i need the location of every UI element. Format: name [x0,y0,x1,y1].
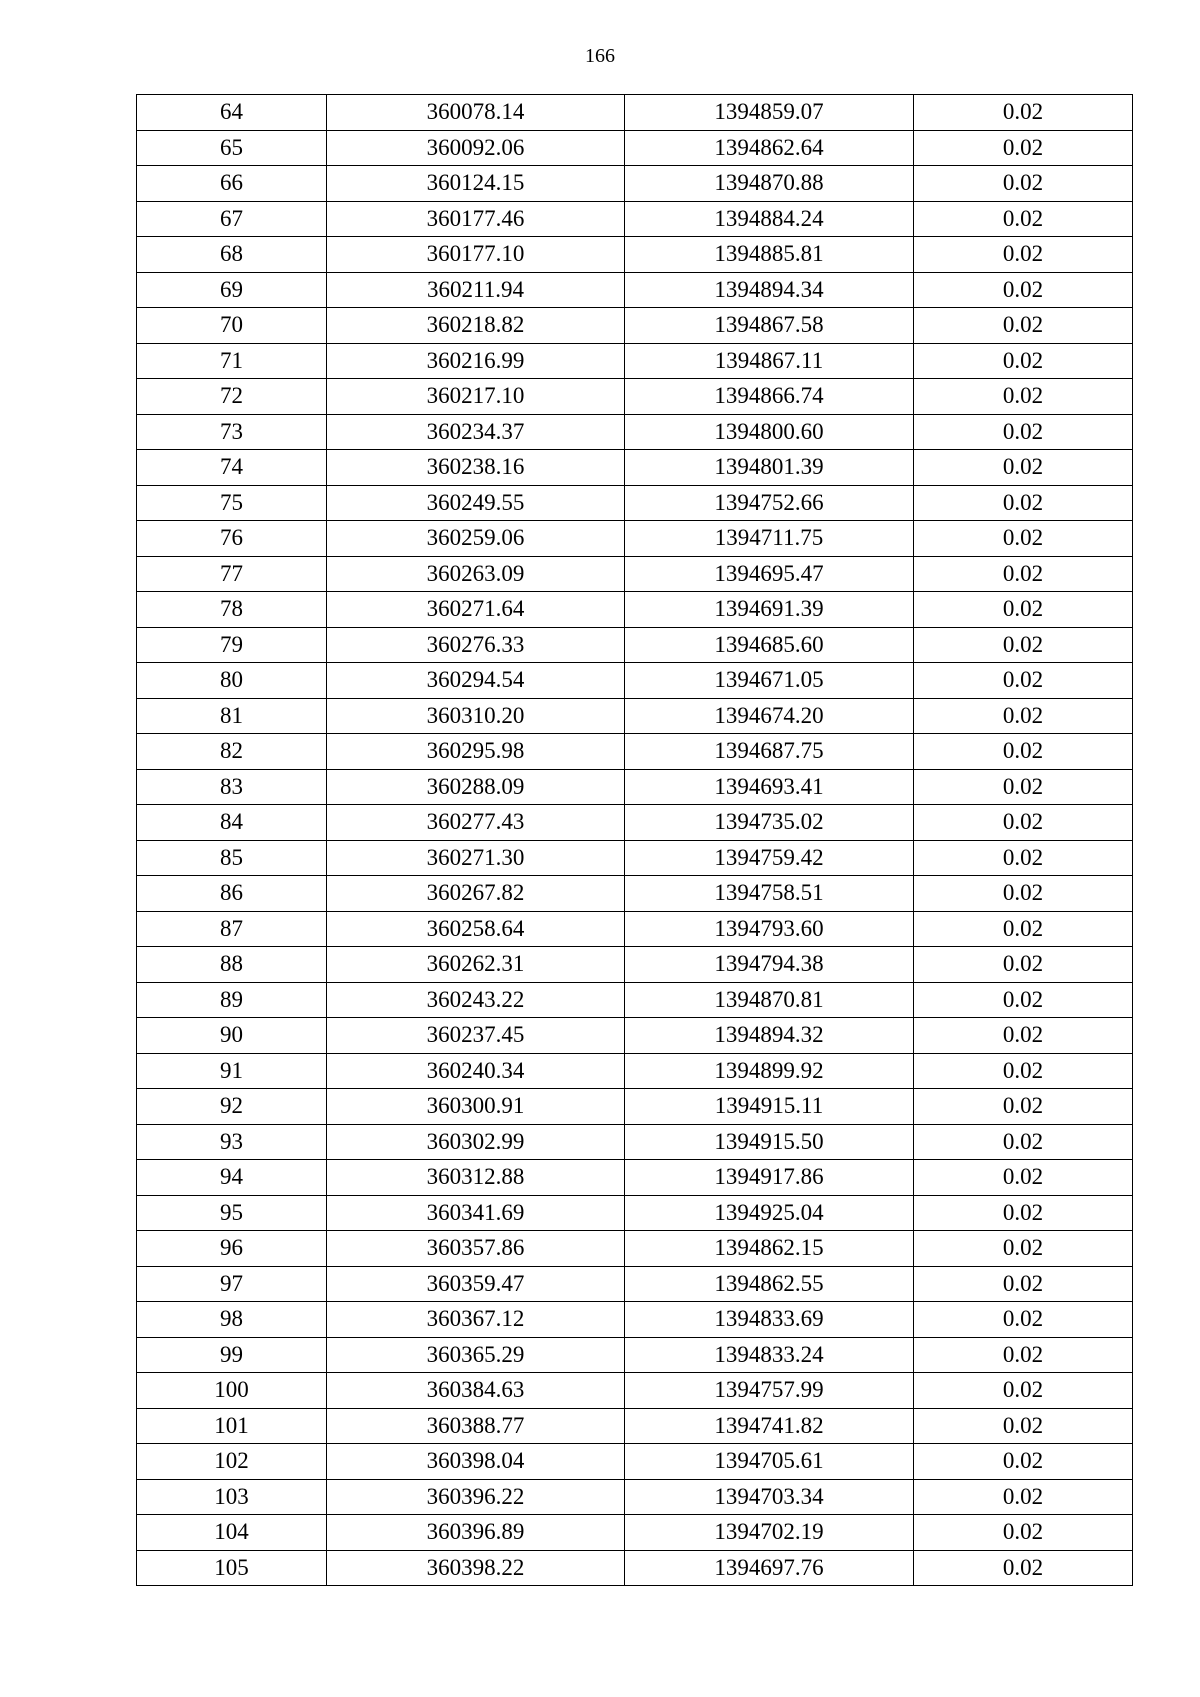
point-number-cell: 100 [137,1373,327,1409]
table-row [137,805,1133,841]
table-row [137,1444,1133,1480]
point-number-cell: 84 [137,805,327,841]
x-coordinate-cell: 360367.12 [327,1302,625,1338]
error-value-cell: 0.02 [914,840,1133,876]
x-coordinate-cell: 360288.09 [327,769,625,805]
table-row [137,982,1133,1018]
y-coordinate-cell: 1394711.75 [625,521,914,557]
y-coordinate-cell: 1394899.92 [625,1053,914,1089]
error-value-cell: 0.02 [914,982,1133,1018]
x-coordinate-cell: 360237.45 [327,1018,625,1054]
y-coordinate-cell: 1394671.05 [625,663,914,699]
table-row [137,769,1133,805]
point-number-cell: 102 [137,1444,327,1480]
x-coordinate-cell: 360217.10 [327,379,625,415]
x-coordinate-cell: 360359.47 [327,1266,625,1302]
error-value-cell: 0.02 [914,166,1133,202]
error-value-cell: 0.02 [914,947,1133,983]
x-coordinate-cell: 360092.06 [327,130,625,166]
x-coordinate-cell: 360262.31 [327,947,625,983]
y-coordinate-cell: 1394917.86 [625,1160,914,1196]
y-coordinate-cell: 1394703.34 [625,1479,914,1515]
error-value-cell: 0.02 [914,556,1133,592]
table-row [137,876,1133,912]
point-number-cell: 105 [137,1550,327,1586]
error-value-cell: 0.02 [914,592,1133,628]
error-value-cell: 0.02 [914,237,1133,273]
table-row [137,379,1133,415]
error-value-cell: 0.02 [914,663,1133,699]
point-number-cell: 91 [137,1053,327,1089]
point-number-cell: 101 [137,1408,327,1444]
point-number-cell: 94 [137,1160,327,1196]
coordinates-table [136,94,1133,1586]
point-number-cell: 96 [137,1231,327,1267]
table-row [137,911,1133,947]
table-row [137,166,1133,202]
y-coordinate-cell: 1394884.24 [625,201,914,237]
y-coordinate-cell: 1394859.07 [625,95,914,131]
x-coordinate-cell: 360240.34 [327,1053,625,1089]
error-value-cell: 0.02 [914,627,1133,663]
point-number-cell: 73 [137,414,327,450]
error-value-cell: 0.02 [914,698,1133,734]
point-number-cell: 75 [137,485,327,521]
point-number-cell: 87 [137,911,327,947]
error-value-cell: 0.02 [914,521,1133,557]
point-number-cell: 72 [137,379,327,415]
y-coordinate-cell: 1394758.51 [625,876,914,912]
y-coordinate-cell: 1394702.19 [625,1515,914,1551]
point-number-cell: 66 [137,166,327,202]
y-coordinate-cell: 1394894.32 [625,1018,914,1054]
point-number-cell: 86 [137,876,327,912]
table-row [137,1337,1133,1373]
point-number-cell: 70 [137,308,327,344]
point-number-cell: 104 [137,1515,327,1551]
y-coordinate-cell: 1394793.60 [625,911,914,947]
y-coordinate-cell: 1394862.55 [625,1266,914,1302]
point-number-cell: 78 [137,592,327,628]
table-row [137,1053,1133,1089]
y-coordinate-cell: 1394759.42 [625,840,914,876]
table-row [137,272,1133,308]
x-coordinate-cell: 360300.91 [327,1089,625,1125]
y-coordinate-cell: 1394915.11 [625,1089,914,1125]
x-coordinate-cell: 360243.22 [327,982,625,1018]
y-coordinate-cell: 1394693.41 [625,769,914,805]
error-value-cell: 0.02 [914,1018,1133,1054]
error-value-cell: 0.02 [914,1373,1133,1409]
error-value-cell: 0.02 [914,485,1133,521]
x-coordinate-cell: 360276.33 [327,627,625,663]
table-row [137,556,1133,592]
x-coordinate-cell: 360295.98 [327,734,625,770]
y-coordinate-cell: 1394674.20 [625,698,914,734]
point-number-cell: 93 [137,1124,327,1160]
error-value-cell: 0.02 [914,272,1133,308]
error-value-cell: 0.02 [914,1302,1133,1338]
x-coordinate-cell: 360302.99 [327,1124,625,1160]
y-coordinate-cell: 1394870.81 [625,982,914,1018]
point-number-cell: 99 [137,1337,327,1373]
x-coordinate-cell: 360238.16 [327,450,625,486]
x-coordinate-cell: 360218.82 [327,308,625,344]
y-coordinate-cell: 1394735.02 [625,805,914,841]
y-coordinate-cell: 1394757.99 [625,1373,914,1409]
error-value-cell: 0.02 [914,1408,1133,1444]
table-row [137,95,1133,131]
x-coordinate-cell: 360396.22 [327,1479,625,1515]
error-value-cell: 0.02 [914,95,1133,131]
x-coordinate-cell: 360078.14 [327,95,625,131]
x-coordinate-cell: 360277.43 [327,805,625,841]
x-coordinate-cell: 360267.82 [327,876,625,912]
error-value-cell: 0.02 [914,1089,1133,1125]
error-value-cell: 0.02 [914,1479,1133,1515]
error-value-cell: 0.02 [914,805,1133,841]
y-coordinate-cell: 1394687.75 [625,734,914,770]
error-value-cell: 0.02 [914,1160,1133,1196]
x-coordinate-cell: 360312.88 [327,1160,625,1196]
x-coordinate-cell: 360271.30 [327,840,625,876]
y-coordinate-cell: 1394866.74 [625,379,914,415]
table-row [137,947,1133,983]
error-value-cell: 0.02 [914,1053,1133,1089]
error-value-cell: 0.02 [914,414,1133,450]
error-value-cell: 0.02 [914,1195,1133,1231]
x-coordinate-cell: 360365.29 [327,1337,625,1373]
y-coordinate-cell: 1394752.66 [625,485,914,521]
point-number-cell: 90 [137,1018,327,1054]
y-coordinate-cell: 1394691.39 [625,592,914,628]
x-coordinate-cell: 360398.04 [327,1444,625,1480]
y-coordinate-cell: 1394925.04 [625,1195,914,1231]
table-body [137,95,1133,1586]
point-number-cell: 77 [137,556,327,592]
point-number-cell: 95 [137,1195,327,1231]
x-coordinate-cell: 360271.64 [327,592,625,628]
error-value-cell: 0.02 [914,769,1133,805]
x-coordinate-cell: 360234.37 [327,414,625,450]
table-row [137,698,1133,734]
error-value-cell: 0.02 [914,308,1133,344]
table-row [137,237,1133,273]
x-coordinate-cell: 360124.15 [327,166,625,202]
table-row [137,1515,1133,1551]
error-value-cell: 0.02 [914,876,1133,912]
table-row [137,414,1133,450]
table-row [137,1124,1133,1160]
x-coordinate-cell: 360249.55 [327,485,625,521]
table-row [137,130,1133,166]
table-row [137,840,1133,876]
x-coordinate-cell: 360259.06 [327,521,625,557]
table-row [137,1302,1133,1338]
x-coordinate-cell: 360177.10 [327,237,625,273]
error-value-cell: 0.02 [914,734,1133,770]
point-number-cell: 68 [137,237,327,273]
table-row [137,1089,1133,1125]
table-row [137,1231,1133,1267]
x-coordinate-cell: 360211.94 [327,272,625,308]
point-number-cell: 85 [137,840,327,876]
y-coordinate-cell: 1394695.47 [625,556,914,592]
point-number-cell: 92 [137,1089,327,1125]
point-number-cell: 82 [137,734,327,770]
table-row [137,734,1133,770]
x-coordinate-cell: 360396.89 [327,1515,625,1551]
error-value-cell: 0.02 [914,1550,1133,1586]
table-row [137,343,1133,379]
point-number-cell: 67 [137,201,327,237]
y-coordinate-cell: 1394862.64 [625,130,914,166]
y-coordinate-cell: 1394685.60 [625,627,914,663]
table-row [137,308,1133,344]
point-number-cell: 74 [137,450,327,486]
table-row [137,592,1133,628]
x-coordinate-cell: 360310.20 [327,698,625,734]
x-coordinate-cell: 360258.64 [327,911,625,947]
y-coordinate-cell: 1394801.39 [625,450,914,486]
point-number-cell: 64 [137,95,327,131]
y-coordinate-cell: 1394794.38 [625,947,914,983]
table-row [137,1408,1133,1444]
y-coordinate-cell: 1394697.76 [625,1550,914,1586]
y-coordinate-cell: 1394741.82 [625,1408,914,1444]
point-number-cell: 81 [137,698,327,734]
point-number-cell: 71 [137,343,327,379]
table-row [137,485,1133,521]
x-coordinate-cell: 360357.86 [327,1231,625,1267]
error-value-cell: 0.02 [914,201,1133,237]
point-number-cell: 79 [137,627,327,663]
y-coordinate-cell: 1394800.60 [625,414,914,450]
point-number-cell: 69 [137,272,327,308]
point-number-cell: 76 [137,521,327,557]
table-row [137,450,1133,486]
x-coordinate-cell: 360294.54 [327,663,625,699]
x-coordinate-cell: 360398.22 [327,1550,625,1586]
point-number-cell: 65 [137,130,327,166]
error-value-cell: 0.02 [914,1515,1133,1551]
point-number-cell: 98 [137,1302,327,1338]
error-value-cell: 0.02 [914,130,1133,166]
error-value-cell: 0.02 [914,1337,1133,1373]
x-coordinate-cell: 360341.69 [327,1195,625,1231]
y-coordinate-cell: 1394705.61 [625,1444,914,1480]
y-coordinate-cell: 1394885.81 [625,237,914,273]
y-coordinate-cell: 1394862.15 [625,1231,914,1267]
table-row [137,1479,1133,1515]
point-number-cell: 89 [137,982,327,1018]
error-value-cell: 0.02 [914,911,1133,947]
error-value-cell: 0.02 [914,1124,1133,1160]
x-coordinate-cell: 360263.09 [327,556,625,592]
y-coordinate-cell: 1394833.69 [625,1302,914,1338]
x-coordinate-cell: 360216.99 [327,343,625,379]
error-value-cell: 0.02 [914,1444,1133,1480]
y-coordinate-cell: 1394867.11 [625,343,914,379]
point-number-cell: 88 [137,947,327,983]
table-row [137,663,1133,699]
y-coordinate-cell: 1394867.58 [625,308,914,344]
table-row [137,521,1133,557]
error-value-cell: 0.02 [914,1266,1133,1302]
page-number: 166 [585,45,615,67]
table-row [137,1195,1133,1231]
y-coordinate-cell: 1394870.88 [625,166,914,202]
table-row [137,1373,1133,1409]
table-row [137,1160,1133,1196]
error-value-cell: 0.02 [914,1231,1133,1267]
y-coordinate-cell: 1394915.50 [625,1124,914,1160]
table-row [137,1018,1133,1054]
x-coordinate-cell: 360384.63 [327,1373,625,1409]
point-number-cell: 83 [137,769,327,805]
point-number-cell: 103 [137,1479,327,1515]
y-coordinate-cell: 1394894.34 [625,272,914,308]
table-row [137,627,1133,663]
table-row [137,1266,1133,1302]
error-value-cell: 0.02 [914,343,1133,379]
table-row [137,201,1133,237]
y-coordinate-cell: 1394833.24 [625,1337,914,1373]
x-coordinate-cell: 360388.77 [327,1408,625,1444]
point-number-cell: 97 [137,1266,327,1302]
error-value-cell: 0.02 [914,450,1133,486]
table-row [137,1550,1133,1586]
x-coordinate-cell: 360177.46 [327,201,625,237]
error-value-cell: 0.02 [914,379,1133,415]
point-number-cell: 80 [137,663,327,699]
